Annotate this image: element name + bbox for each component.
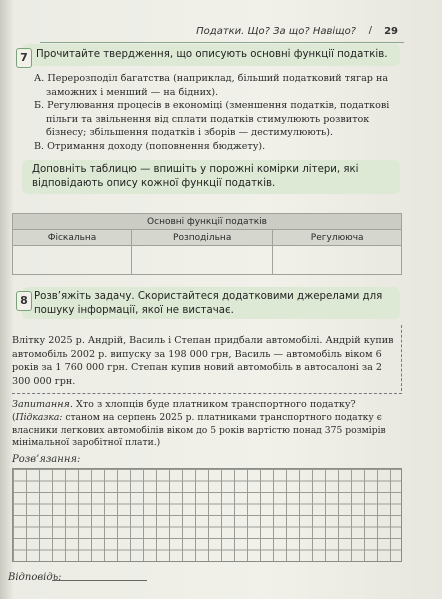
task8-problem: Влітку 2025 р. Андрій, Василь і Степан придбали автомобілі. Андрій купив автомобіль 2002 р. випуску за 198 000 грн, Василь — автомобіль віком 6 років за 1 760 000 грн. Степан купив новий автомобіль в автосалоні за 2 300 000 грн. xyxy=(12,335,394,387)
col-fiscal: Фіскальна xyxy=(13,230,132,246)
statement-b: Б. Регулювання процесів в економіці (зменшення податків, податкові пільги та звільнення від сплати податків стимулюють розвиток бізнесу; збільшення податків і зборів — дестимулюють). xyxy=(34,100,390,138)
dashed-border-right xyxy=(401,325,402,391)
hint-label: Підказка: xyxy=(15,412,63,423)
task8-question xyxy=(12,398,402,412)
task8-hint xyxy=(12,412,402,450)
statement-a: А. Перерозподіл багатства (наприклад, більший податковий тягар на заможних і менший — на бідних). xyxy=(34,73,389,98)
cell-regulatory-answer[interactable] xyxy=(273,246,402,275)
hint-text: станом на серпень 2025 р. платниками транспортного податку є власники легкових автомобілів віком до 5 років вартістю понад 375 розмірів мінімальної заробітної плати.) xyxy=(12,412,386,449)
dashed-divider xyxy=(12,393,402,394)
table-instruction: Доповніть таблицю — впишіть у порожні комірки літери, які відповідають опису кожної функції податків. xyxy=(32,164,359,189)
statement-c: В. Отримання доходу (поповнення бюджету). xyxy=(34,140,266,152)
page-header xyxy=(40,22,404,43)
question-text: Хто з хлопців буде платником транспортного податку? xyxy=(75,399,356,410)
page-number: 29 xyxy=(384,26,398,37)
solution-label: Розв’язання: xyxy=(12,454,81,465)
cell-distributive-answer[interactable] xyxy=(132,246,273,275)
task8-prompt: Розв’яжіть задачу. Скористайтеся додатковими джерелами для пошуку інформації, якої не вистачає. xyxy=(34,291,383,316)
task8-number: 8 xyxy=(16,291,32,311)
question-label: Запитання. xyxy=(12,399,73,410)
cell-fiscal-answer[interactable] xyxy=(13,246,132,275)
answer-line[interactable] xyxy=(52,580,147,581)
task7-prompt-box xyxy=(22,44,400,66)
answer-label: Відповідь: xyxy=(8,572,62,583)
header-title: Податки. Що? За що? Навіщо? xyxy=(196,26,356,37)
col-distributive: Розподільна xyxy=(132,230,273,246)
task8-prompt-box xyxy=(22,287,400,319)
solution-grid[interactable] xyxy=(12,468,402,562)
task7-number: 7 xyxy=(16,48,32,68)
hint-open-paren: ( xyxy=(12,412,16,423)
table-caption: Основні функції податків xyxy=(13,214,402,230)
table-instruction-box xyxy=(22,160,400,194)
col-regulatory: Регулююча xyxy=(273,230,402,246)
tax-functions-table xyxy=(12,213,402,275)
task7-prompt: Прочитайте твердження, що описують основні функції податків. xyxy=(36,49,388,60)
task7-statements xyxy=(34,72,402,153)
header-separator: / xyxy=(368,25,372,36)
